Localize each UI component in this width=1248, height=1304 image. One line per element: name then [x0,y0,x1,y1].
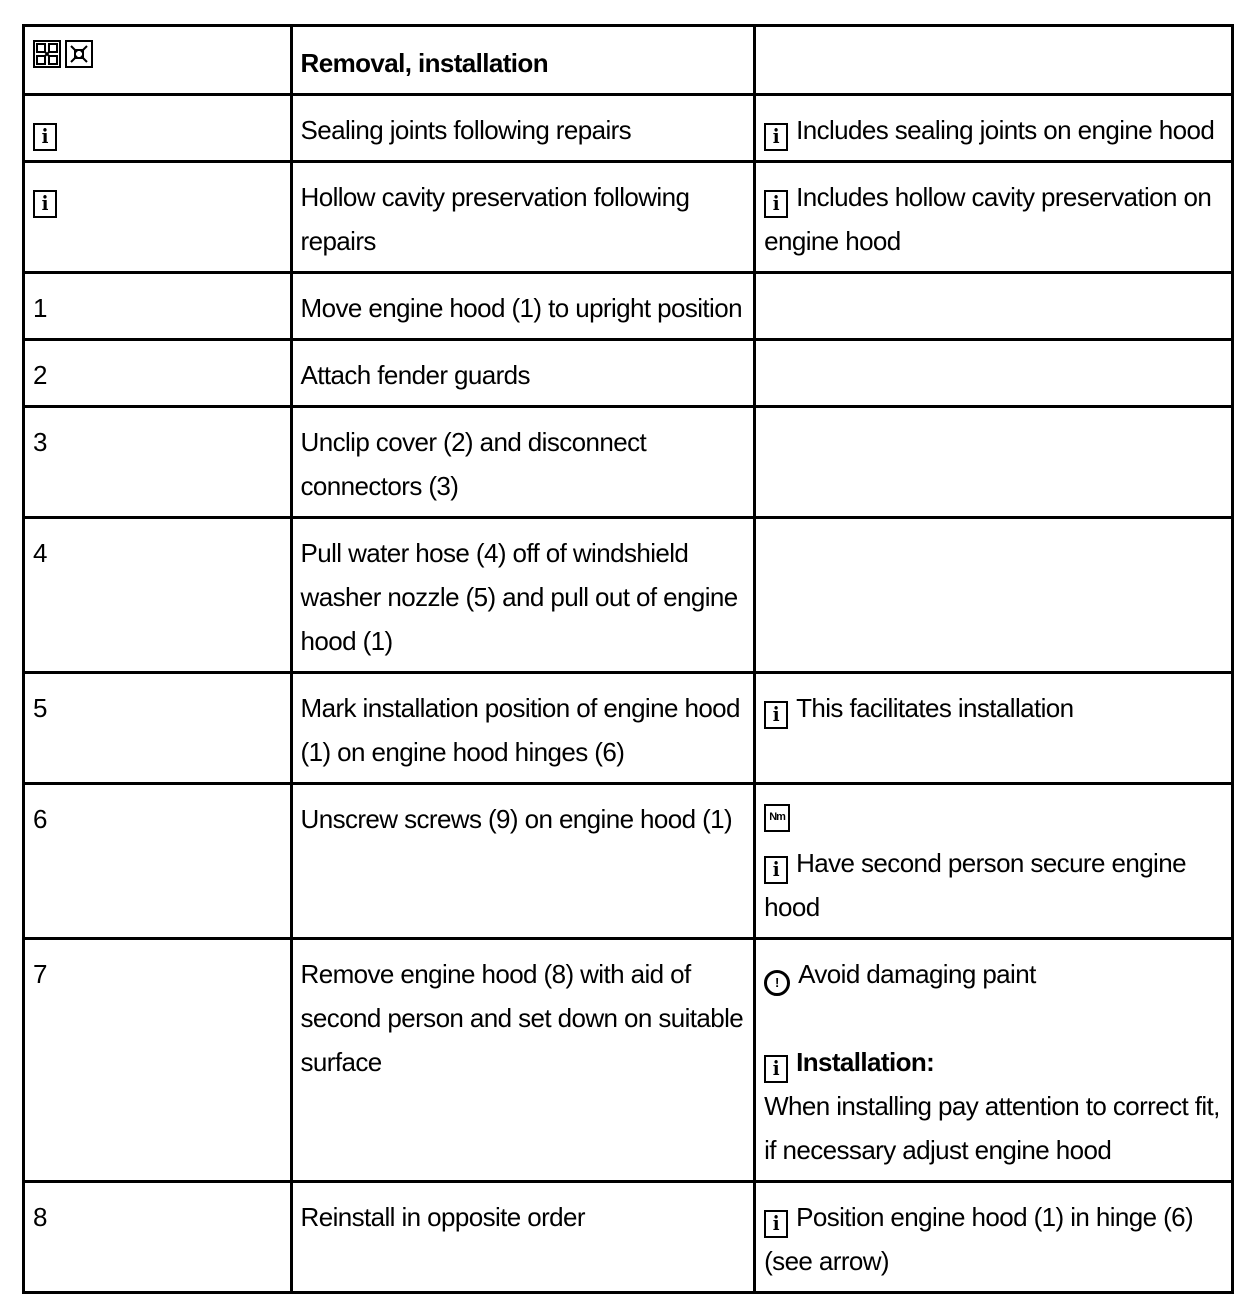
table-row [24,162,1233,273]
step-note-cell [755,673,1233,784]
installation-heading: Installation: [796,1047,935,1077]
info-icon: i [33,123,57,151]
step-description-cell [291,407,755,518]
row-note-cell [755,162,1233,273]
header-empty-cell [755,26,1233,95]
row-label-cell [24,95,292,162]
table-row [24,407,1233,518]
step-number: 7 [33,959,47,989]
header-title-cell [291,26,755,95]
step-number: 8 [33,1202,47,1232]
step-note-cell [755,273,1233,340]
step-note-cell [755,939,1233,1182]
header-icons-cell [24,26,292,95]
table-row [24,95,1233,162]
step-description-cell [291,273,755,340]
step-note: Have second person secure engine hood [764,848,1186,922]
row-description: Hollow cavity preservation following repairs [300,182,690,256]
table-row [24,340,1233,407]
step-note-cell [755,518,1233,673]
step-number: 4 [33,538,47,568]
step-number-cell [24,939,292,1182]
step-description: Reinstall in opposite order [300,1202,585,1232]
info-icon: i [764,701,788,729]
step-number-cell [24,273,292,340]
step-number-cell [24,784,292,939]
row-note: Includes sealing joints on engine hood [796,115,1215,145]
step-number: 5 [33,693,47,723]
step-description-cell [291,518,755,673]
step-number-cell [24,1182,292,1293]
row-note: Includes hollow cavity preservation on engine hood [764,182,1212,256]
table-row [24,673,1233,784]
step-note-cell [755,784,1233,939]
step-number: 2 [33,360,47,390]
table-row [24,273,1233,340]
step-number: 1 [33,293,47,323]
caution-text: Avoid damaging paint [798,959,1036,989]
installation-text: When installing pay attention to correct fit, if necessary adjust engine hood [764,1091,1220,1165]
step-note: This facilitates installation [796,693,1074,723]
step-description: Move engine hood (1) to upright position [300,293,742,323]
step-description: Attach fender guards [300,360,530,390]
table-header-row [24,26,1233,95]
step-note: Position engine hood (1) in hinge (6) (see arrow) [764,1202,1194,1276]
info-icon: i [764,190,788,218]
info-icon: i [764,1210,788,1238]
info-icon: i [764,1055,788,1083]
torque-icon: Nm [764,804,790,832]
info-icon: i [764,856,788,884]
row-note-cell [755,95,1233,162]
step-description-cell [291,784,755,939]
row-description: Sealing joints following repairs [300,115,632,145]
step-description-cell [291,939,755,1182]
step-description-cell [291,1182,755,1293]
step-note-cell [755,340,1233,407]
row-label-cell [24,162,292,273]
row-description-cell [291,95,755,162]
table-row [24,784,1233,939]
info-icon: i [764,123,788,151]
step-description-cell [291,673,755,784]
step-description: Unscrew screws (9) on engine hood (1) [300,804,733,834]
section-title: Removal, installation [300,48,548,78]
step-number: 6 [33,804,47,834]
table-row [24,518,1233,673]
step-description: Pull water hose (4) off of windshield washer nozzle (5) and pull out of engine hood (1) [300,538,738,656]
step-description: Remove engine hood (8) with aid of second person and set down on suitable surface [300,959,744,1077]
row-description-cell [291,162,755,273]
procedure-table [22,24,1234,1294]
caution-icon: ! [764,970,790,996]
step-number-cell [24,673,292,784]
step-number-cell [24,407,292,518]
step-number-cell [24,518,292,673]
step-number-cell [24,340,292,407]
disassemble-icon [33,40,61,68]
step-note-cell [755,407,1233,518]
assemble-icon [65,40,93,68]
step-note-cell [755,1182,1233,1293]
step-number: 3 [33,427,47,457]
table-row [24,939,1233,1182]
step-description: Mark installation position of engine hood (1) on engine hood hinges (6) [300,693,740,767]
info-icon: i [33,190,57,218]
step-description: Unclip cover (2) and disconnect connectors (3) [300,427,647,501]
table-row [24,1182,1233,1293]
step-description-cell [291,340,755,407]
procedure-sheet [22,24,1234,1294]
